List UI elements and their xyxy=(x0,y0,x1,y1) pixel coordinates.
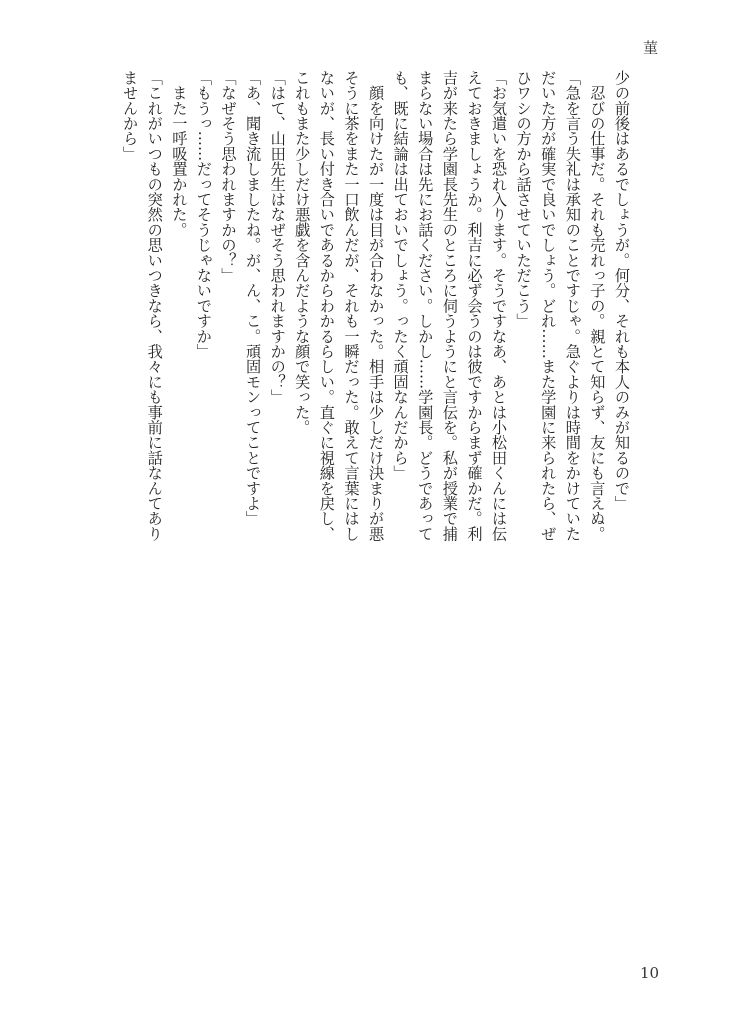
page-number: 10 xyxy=(640,964,660,982)
text-line: 「あ、聞き流しましたね。が、ん、こ。頑固モンってことですよ」 xyxy=(244,70,263,526)
text-line: 「はて、山田先生はなぜそう思われますかの？」 xyxy=(268,70,287,405)
text-line: 少の前後はあるでしょうが。何分、それも本人のみが知るので」 xyxy=(613,70,631,511)
text-line: これもまた少しだけ悪戯を含んだような顔で笑った。 xyxy=(293,70,312,435)
text-line: えておきましょうか。利吉に必ず会うのは彼ですからまず確かだ。利 xyxy=(465,70,484,542)
text-line: 「これがいつもの突然の思いつきなら、我々にも事前に話なんてあり xyxy=(145,70,164,542)
text-line: 「急を言う失礼は承知のことですじゃ。急ぐよりは時間をかけていた xyxy=(563,70,582,542)
text-line: そうに茶をまた一口飲んだが、それも一瞬だった。敢えて言葉にはし xyxy=(342,70,361,542)
text-line: 「なぜそう思われますかの？」 xyxy=(219,70,238,283)
text-line: ないが、長い付き合いであるからわかるらしい。直ぐに視線を戻し、 xyxy=(317,70,336,542)
text-line: 吉が来たら学園長先生のところに伺うようにと言伝を。私が授業で捕 xyxy=(440,70,459,542)
text-line: 顔を向けたが一度は目が合わなかった。相手は少しだけ決まりが悪 xyxy=(367,70,386,542)
running-title: 菫 xyxy=(641,40,659,55)
body-text xyxy=(118,70,634,542)
text-line: ひワシの方から話させていただこう」 xyxy=(514,70,533,329)
text-line: また一呼吸置かれた。 xyxy=(170,70,189,238)
text-line: 忍びの仕事だ。それも売れっ子の。親とて知らず、友にも言えぬ。 xyxy=(588,70,607,542)
text-line: 「お気遣いを恐れ入ります。そうですなあ、あとは小松田くんには伝 xyxy=(490,70,509,542)
text-line: まらない場合は先にお話ください。しかし……学園長。どうであって xyxy=(416,70,435,542)
text-line: 「もうっ……だってそうじゃないですか」 xyxy=(194,70,213,359)
text-line: だいた方が確実で良いでしょう。どれ……また学園に来られたら、ぜ xyxy=(539,70,558,542)
text-line: ませんから」 xyxy=(121,70,140,162)
text-line: も、既に結論は出ておいでしょう。ったく頑固なんだから」 xyxy=(391,70,410,481)
